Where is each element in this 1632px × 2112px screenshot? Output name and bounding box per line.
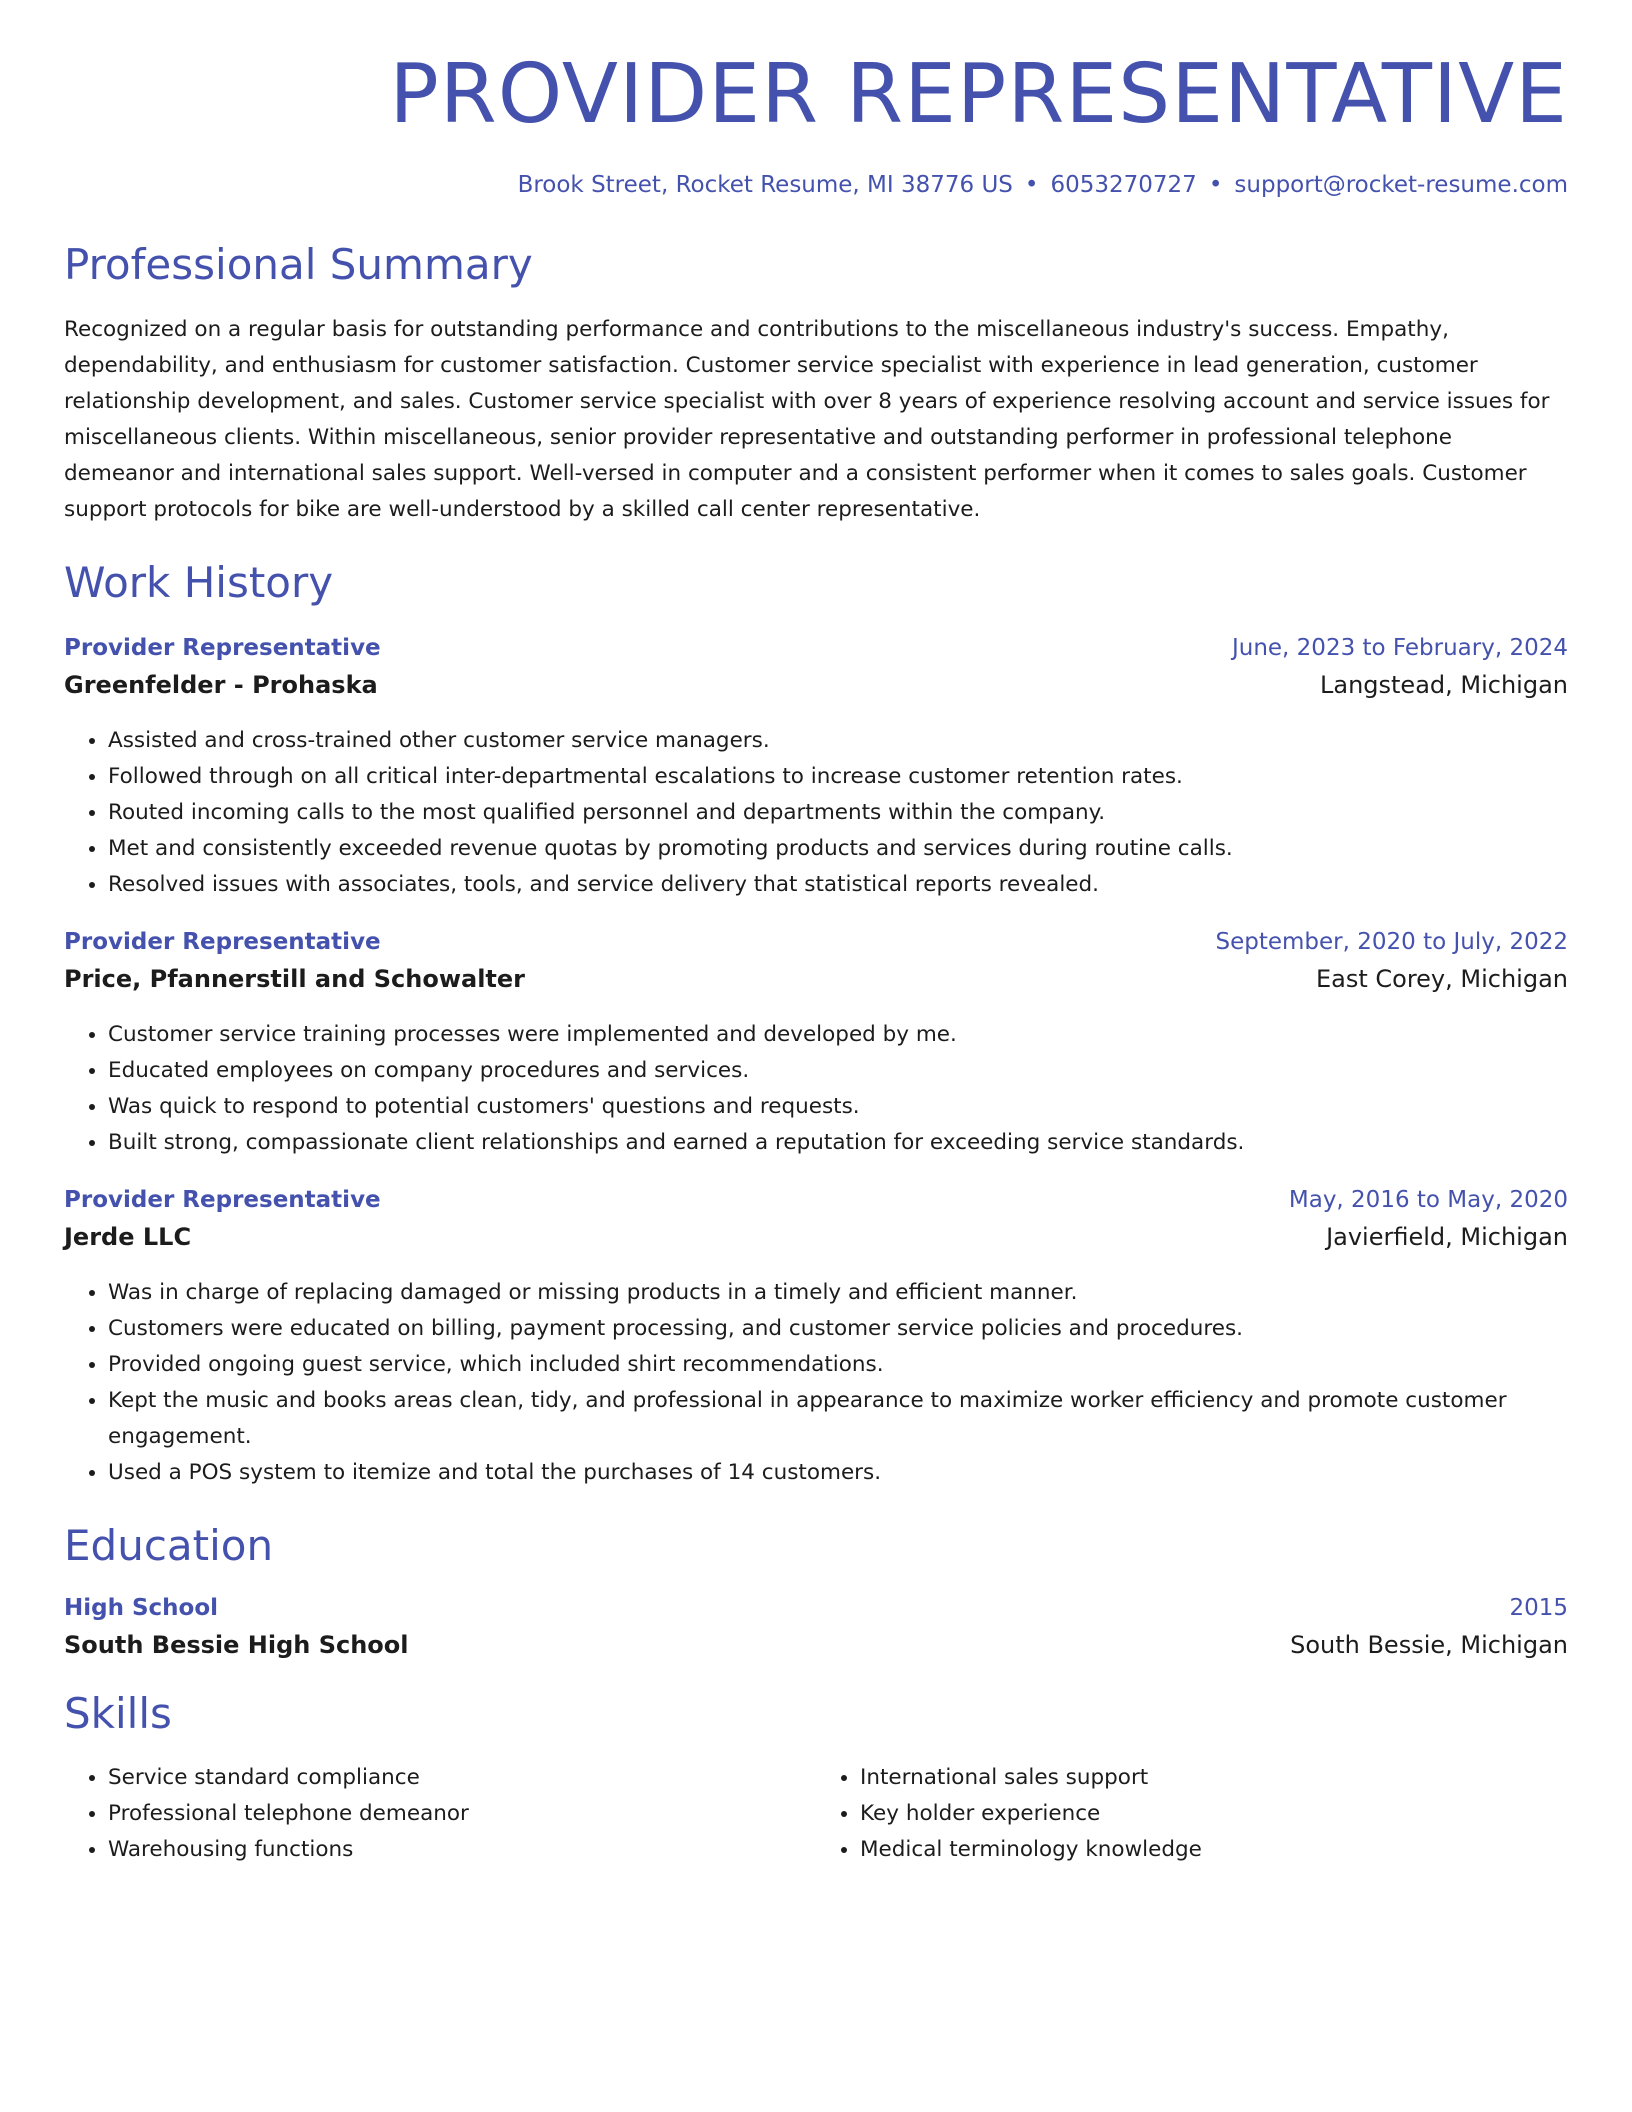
job-header	[64, 635, 1568, 661]
job-employer: Greenfelder - Prohaska	[64, 670, 378, 699]
job-dates: June, 2023 to February, 2024	[1231, 634, 1568, 661]
contact-line	[64, 172, 1568, 198]
job-bullet: • Followed through on all critical inter-departmental escalations to increase customer retention rates.	[108, 759, 1568, 795]
job-bullets	[64, 1275, 1568, 1491]
education-school: South Bessie High School	[64, 1631, 409, 1660]
job-bullet: • Kept the music and books areas clean, tidy, and professional in appearance to maximize worker efficiency and promote customer engagement.	[108, 1383, 1568, 1455]
job-dates: May, 2016 to May, 2020	[1288, 1186, 1568, 1213]
job-bullet: • Routed incoming calls to the most qualified personnel and departments within the company.	[108, 795, 1568, 831]
job-bullet: • Was quick to respond to potential customers' questions and requests.	[108, 1089, 1568, 1125]
job-location: Langstead, Michigan	[1319, 670, 1568, 699]
contact-email: support@rocket-resume.com	[1234, 172, 1568, 199]
skills-column-right	[816, 1760, 1568, 1868]
resume-name: PROVIDER REPRESENTATIVE	[389, 47, 1568, 142]
skill-item: • Professional telephone demeanor	[108, 1796, 816, 1832]
job-employer-row	[64, 965, 1568, 993]
education-degree: High School	[64, 1595, 219, 1622]
job-entry	[64, 635, 1568, 903]
job-bullet: • Used a POS system to itemize and total the purchases of 14 customers.	[108, 1455, 1568, 1491]
job-location: Javierfield, Michigan	[1326, 1222, 1568, 1251]
skills-column-left	[64, 1760, 816, 1868]
contact-phone: 6053270727	[1050, 172, 1197, 199]
contact-separator: •	[1208, 172, 1223, 199]
job-entry	[64, 929, 1568, 1161]
education-heading: Education	[64, 1520, 274, 1570]
job-bullet: • Met and consistently exceeded revenue quotas by promoting products and services during routine calls.	[108, 831, 1568, 867]
job-bullet: • Customers were educated on billing, payment processing, and customer service policies and procedures.	[108, 1311, 1568, 1347]
contact-separator: •	[1024, 172, 1039, 199]
job-employer: Price, Pfannerstill and Schowalter	[64, 964, 526, 993]
resume-header	[64, 0, 1568, 198]
job-employer-row	[64, 671, 1568, 699]
job-title: Provider Representative	[64, 1186, 381, 1213]
contact-address: Brook Street, Rocket Resume, MI 38776 US	[517, 172, 1013, 199]
job-entry	[64, 1187, 1568, 1491]
work-history-heading: Work History	[64, 558, 334, 608]
job-bullet: • Assisted and cross-trained other customer service managers.	[108, 723, 1568, 759]
job-bullet: • Customer service training processes were implemented and developed by me.	[108, 1017, 1568, 1053]
skill-item: • Warehousing functions	[108, 1832, 816, 1868]
skill-item: • Medical terminology knowledge	[860, 1832, 1568, 1868]
job-bullet: • Was in charge of replacing damaged or missing products in a timely and efficient manner.	[108, 1275, 1568, 1311]
job-dates: September, 2020 to July, 2022	[1215, 928, 1568, 955]
education-school-row	[64, 1631, 1568, 1659]
job-employer-row	[64, 1223, 1568, 1251]
job-bullet: • Built strong, compassionate client relationships and earned a reputation for exceeding service standards.	[108, 1125, 1568, 1161]
skills-list	[64, 1760, 1568, 1868]
job-title: Provider Representative	[64, 634, 381, 661]
education-entry	[64, 1595, 1568, 1659]
job-bullets	[64, 723, 1568, 903]
job-bullet: • Educated employees on company procedures and services.	[108, 1053, 1568, 1089]
job-employer: Jerde LLC	[64, 1222, 192, 1251]
job-header	[64, 1187, 1568, 1213]
education-year: 2015	[1509, 1595, 1568, 1622]
education-location: South Bessie, Michigan	[1290, 1631, 1568, 1660]
skills-heading: Skills	[64, 1689, 172, 1739]
job-header	[64, 929, 1568, 955]
job-bullets	[64, 1017, 1568, 1161]
summary-text: Recognized on a regular basis for outstanding performance and contributions to the miscellaneous industry's success. Empathy, dependability, and enthusiasm for customer satisfaction. Customer service specialist with experience in lead generation, customer relationship development, and sales. Customer service specialist with over 8 years of experience resolving account and service issues for miscellaneous clients. Within miscellaneous, senior provider representative and outstanding performer in professional telephone demeanor and international sales support. Well-versed in computer and a consistent performer when it comes to sales goals. Customer support protocols for bike are well-understood by a skilled call center representative.	[64, 317, 1550, 523]
job-title: Provider Representative	[64, 928, 381, 955]
summary-heading: Professional Summary	[64, 240, 533, 290]
job-bullet: • Provided ongoing guest service, which included shirt recommendations.	[108, 1347, 1568, 1383]
skill-item: • Service standard compliance	[108, 1760, 816, 1796]
job-bullet: • Resolved issues with associates, tools, and service delivery that statistical reports revealed.	[108, 867, 1568, 903]
skill-item: • International sales support	[860, 1760, 1568, 1796]
education-header	[64, 1595, 1568, 1621]
skill-item: • Key holder experience	[860, 1796, 1568, 1832]
job-location: East Corey, Michigan	[1315, 964, 1568, 993]
